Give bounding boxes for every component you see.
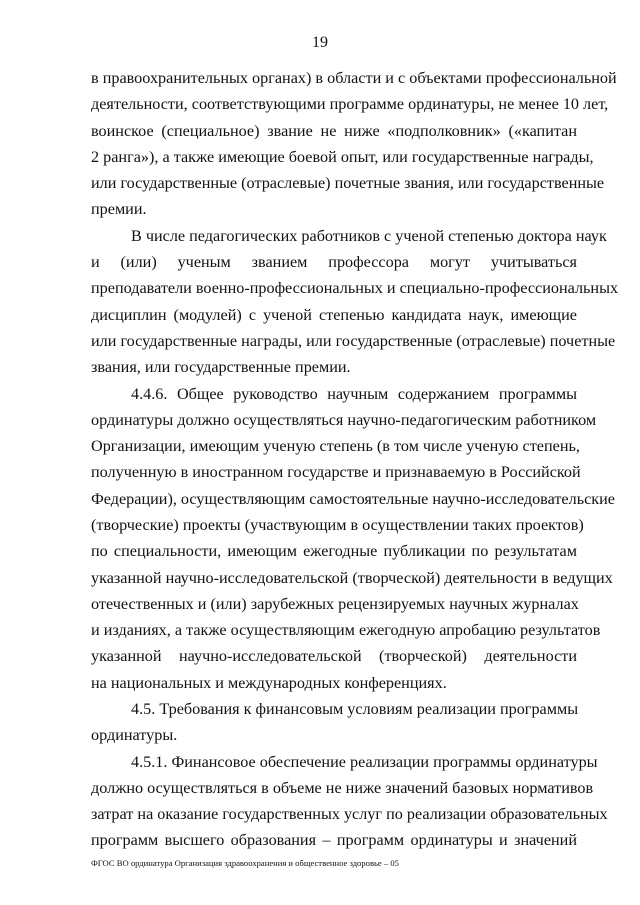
text-line: ординатуры должно осуществляться научно-педагогическим работником — [91, 411, 597, 429]
paragraph-first-line: В числе педагогических работников с ученой степенью доктора наук — [131, 227, 607, 245]
text-line: Организации, имеющим ученую степень (в том числе ученую степень, — [91, 437, 580, 455]
paragraph-first-line: 4.5.1. Финансовое обеспечение реализации программы ординатуры — [131, 753, 598, 771]
text-line: или государственные (отраслевые) почетные звания, или государственные — [91, 174, 605, 192]
text-line: и (или) ученым званием профессора могут учитываться — [91, 253, 577, 271]
text-line: деятельности, соответствующими программе ординатуры, не менее 10 лет, — [91, 95, 609, 113]
text-line: 2 ранга»), а также имеющие боевой опыт, или государственные награды, — [91, 148, 594, 166]
text-line: по специальности, имеющим ежегодные публикации по результатам — [91, 542, 577, 560]
text-line: ординатуры. — [91, 726, 178, 744]
text-line: указанной научно-исследовательской (творческой) деятельности в ведущих — [91, 569, 613, 587]
text-line: звания, или государственные премии. — [91, 358, 351, 376]
page-footer: ФГОС ВО ординатура Организация здравоохранения и общественное здоровье – 05 — [91, 858, 399, 868]
page-number: 19 — [312, 34, 328, 51]
text-line: премии. — [91, 200, 147, 218]
text-line: отечественных и (или) зарубежных рецензируемых научных журналах — [91, 595, 579, 613]
text-line: на национальных и международных конференциях. — [91, 674, 447, 692]
text-line: затрат на оказание государственных услуг по реализации образовательных — [91, 805, 608, 823]
paragraph-first-line: 4.5. Требования к финансовым условиям реализации программы — [131, 700, 579, 718]
text-line: или государственные награды, или государственные (отраслевые) почетные — [91, 332, 616, 350]
text-line: полученную в иностранном государстве и признаваемую в Российской — [91, 463, 581, 481]
text-line: воинское (специальное) звание не ниже «подполковник» («капитан — [91, 122, 577, 140]
text-line: указанной научно-исследовательской (творческой) деятельности — [91, 647, 577, 665]
text-line: и изданиях, а также осуществляющим ежегодную апробацию результатов — [91, 621, 601, 639]
text-line: должно осуществляться в объеме не ниже значений базовых нормативов — [91, 779, 594, 797]
paragraph-first-line: 4.4.6. Общее руководство научным содержанием программы — [131, 385, 577, 403]
text-line: программ высшего образования – программ ординатуры и значений — [91, 831, 577, 849]
text-line: дисциплин (модулей) с ученой степенью кандидата наук, имеющие — [91, 306, 577, 324]
text-line: (творческие) проекты (участвующим в осуществлении таких проектов) — [91, 516, 584, 534]
text-line: в правоохранительных органах) в области и с объектами профессиональной — [91, 69, 617, 87]
text-line: преподаватели военно-профессиональных и специально-профессиональных — [91, 279, 619, 297]
text-line: Федерации), осуществляющим самостоятельные научно-исследовательские — [91, 490, 615, 508]
